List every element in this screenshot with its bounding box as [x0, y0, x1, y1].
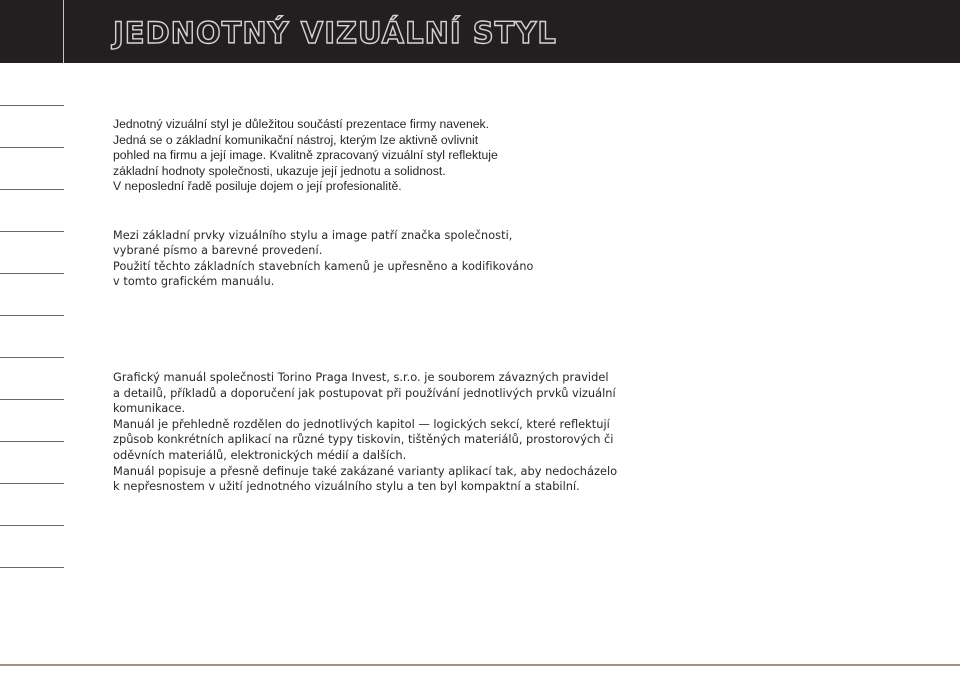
ruler-line [0, 147, 64, 148]
text-line: Použití těchto základních stavebních kamenů je upřesněno a kodifikováno [113, 259, 534, 273]
text-line: základní hodnoty společnosti, ukazuje její jednotu a solidnost. [113, 163, 446, 178]
text-line: oděvních materiálů, elektronických médií a dalších. [113, 447, 407, 462]
ruler-line [0, 483, 64, 484]
ruler-line [0, 105, 64, 106]
ruler-line [0, 231, 64, 232]
elements-paragraph [113, 228, 534, 290]
ruler-line [0, 525, 64, 526]
text-line: vybrané písmo a barevné provedení. [113, 244, 323, 258]
text-line: Jednotný vizuální styl je důležitou součástí prezentace firmy navenek. [113, 117, 489, 131]
ruler-line [0, 399, 64, 400]
page-title: JEDNOTNÝ VIZUÁLNÍ STYL [113, 16, 557, 50]
ruler-line [0, 567, 64, 568]
text-line: k nepřesnostem v užití jednotného vizuálního stylu a ten byl kompaktní a stabilní. [113, 479, 580, 494]
ruler-line [0, 189, 64, 190]
text-line: způsob konkrétních aplikací na různé typy tiskovin, tištěných materiálů, prostorových či [113, 432, 614, 447]
footer-accent-line [0, 664, 960, 666]
manual-paragraph [113, 370, 617, 495]
text-line: V neposlední řadě posiluje dojem o její profesionalitě. [113, 179, 402, 194]
ruler-line [0, 357, 64, 358]
text-line: Manuál je přehledně rozdělen do jednotlivých kapitol — logických sekcí, které reflektují [113, 416, 610, 431]
ruler-line [0, 273, 64, 274]
text-line: Mezi základní prvky vizuálního stylu a image patří značka společnosti, [113, 229, 513, 242]
header-divider [63, 0, 64, 63]
text-line: Jedná se o základní komunikační nástroj, kterým lze aktivně ovlivnit [113, 132, 479, 147]
text-line: Grafický manuál společnosti Torino Praga Invest, s.r.o. je souborem závazných pravidel [113, 370, 609, 384]
text-line: Manuál popisuje a přesně definuje také zakázané varianty aplikací tak, aby nedocházelo [113, 463, 618, 478]
text-line: komunikace. [113, 401, 186, 416]
ruler-line [0, 315, 64, 316]
intro-paragraph [113, 117, 498, 195]
page-header [0, 0, 960, 63]
text-line: v tomto grafickém manuálu. [113, 275, 275, 289]
text-line: pohled na firmu a její image. Kvalitně zpracovaný vizuální styl reflektuje [113, 148, 498, 163]
ruler-line [0, 441, 64, 442]
text-line: a detailů, příkladů a doporučení jak postupovat při používání jednotlivých prvků vizuální [113, 385, 616, 400]
